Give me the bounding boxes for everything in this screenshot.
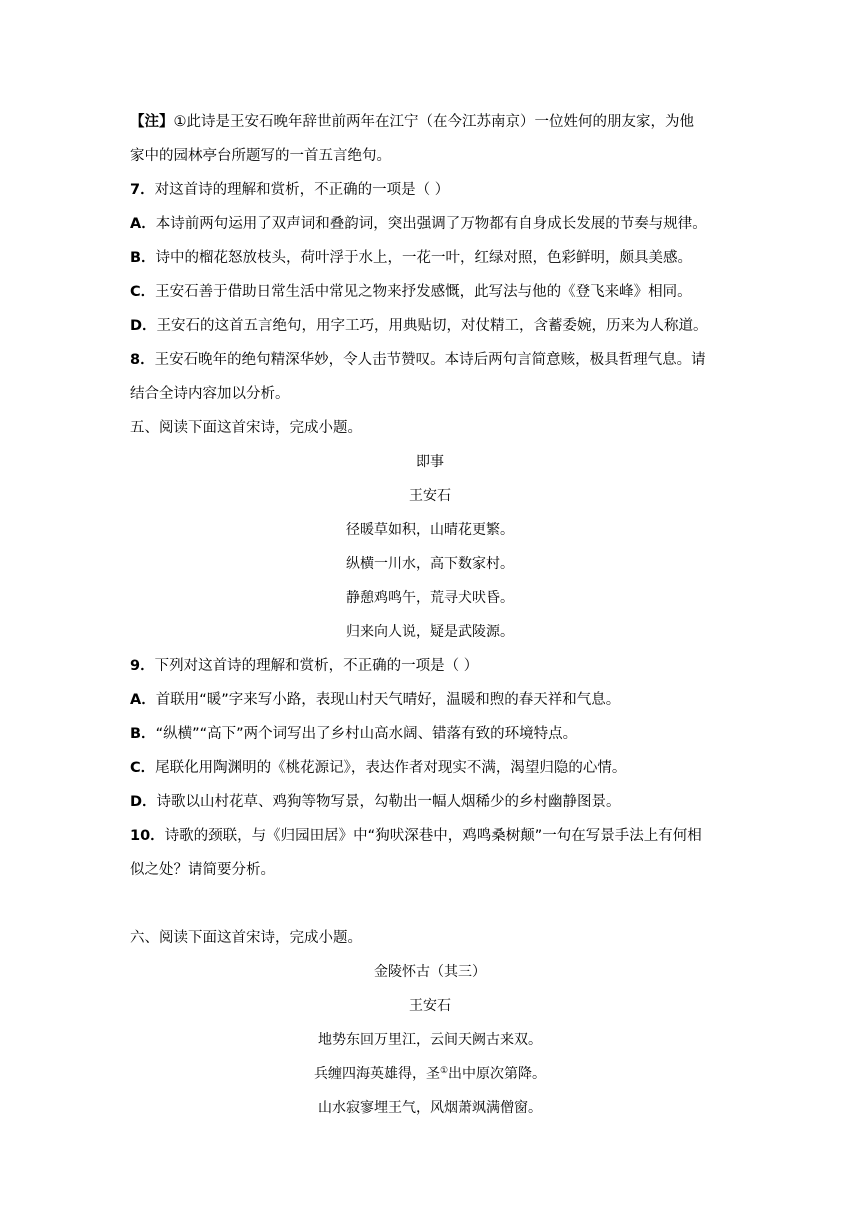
poem-2-line-1: 地势东回万里江，云间天阙古来双。 — [318, 1032, 542, 1048]
poem-2-line-3: 山水寂寥埋王气，风烟萧飒满僧窗。 — [318, 1100, 542, 1116]
note-line-1: 【注】①此诗是王安石晚年辞世前两年在江宁（在今江苏南京）一位姓何的朋友家，为他 — [130, 114, 694, 130]
poem-1-line-2: 纵横一川水，高下数家村。 — [346, 556, 514, 572]
question-8-line-2: 结合全诗内容加以分析。 — [130, 386, 290, 402]
poem-2-line-2: 兵缠四海英雄得，圣①出中原次第降。 — [313, 1066, 547, 1082]
note-tag: 【注】 — [130, 114, 174, 130]
section-6-heading: 六、阅读下面这首宋诗，完成小题。 — [130, 930, 362, 946]
question-9-option-b: B．“纵横”“高下”两个词写出了乡村山高水阔、错落有致的环境特点。 — [130, 726, 578, 742]
section-5-heading: 五、阅读下面这首宋诗，完成小题。 — [130, 420, 362, 436]
poem-2-author: 王安石 — [409, 998, 451, 1014]
question-7-option-a: A．本诗前两句运用了双声词和叠韵词，突出强调了万物都有自身成长发展的节奏与规律。 — [130, 216, 707, 232]
question-7-stem: 7．对这首诗的理解和赏析，不正确的一项是（ ） — [130, 182, 450, 198]
footnote-marker: ① — [439, 1066, 449, 1076]
question-8-line-1: 8．王安石晚年的绝句精深华妙，令人击节赞叹。本诗后两句言简意赅，极具哲理气息。请 — [130, 352, 706, 368]
poem-1-line-3: 静憩鸡鸣午，荒寻犬吠昏。 — [346, 590, 514, 606]
question-7-option-c: C．王安石善于借助日常生活中常见之物来抒发感慨，此写法与他的《登飞来峰》相同。 — [130, 284, 692, 300]
note-line-2: 家中的园林亭台所题写的一首五言绝句。 — [130, 148, 391, 164]
question-10-line-2: 似之处？请简要分析。 — [130, 862, 275, 878]
poem-1-line-4: 归来向人说，疑是武陵源。 — [346, 624, 514, 640]
question-9-option-d: D．诗歌以山村花草、鸡狗等物写景，勾勒出一幅人烟稀少的乡村幽静图景。 — [130, 794, 621, 810]
poem-1-line-1: 径暖草如积，山晴花更繁。 — [346, 522, 514, 538]
question-7-option-b: B．诗中的榴花怒放枝头，荷叶浮于水上，一花一叶，红绿对照，色彩鲜明，颇具美感。 — [130, 250, 693, 266]
poem-1-title: 即事 — [416, 454, 444, 470]
question-9-option-c: C．尾联化用陶渊明的《桃花源记》，表达作者对现实不满，渴望归隐的心情。 — [130, 760, 627, 776]
question-9-stem: 9．下列对这首诗的理解和赏析，不正确的一项是（ ） — [130, 658, 479, 674]
poem-2-title: 金陵怀古（其三） — [374, 964, 486, 980]
question-10-line-1: 10．诗歌的颈联，与《归园田居》中“狗吠深巷中，鸡鸣桑树颠”一句在写景手法上有何相 — [130, 828, 702, 844]
question-7-option-d: D．王安石的这首五言绝句，用字工巧，用典贴切，对仗精工，含蓄委婉，历来为人称道。 — [130, 318, 708, 334]
poem-1-author: 王安石 — [409, 488, 451, 504]
question-9-option-a: A．首联用“暖”字来写小路，表现山村天气晴好，温暖和煦的春天祥和气息。 — [130, 692, 621, 708]
